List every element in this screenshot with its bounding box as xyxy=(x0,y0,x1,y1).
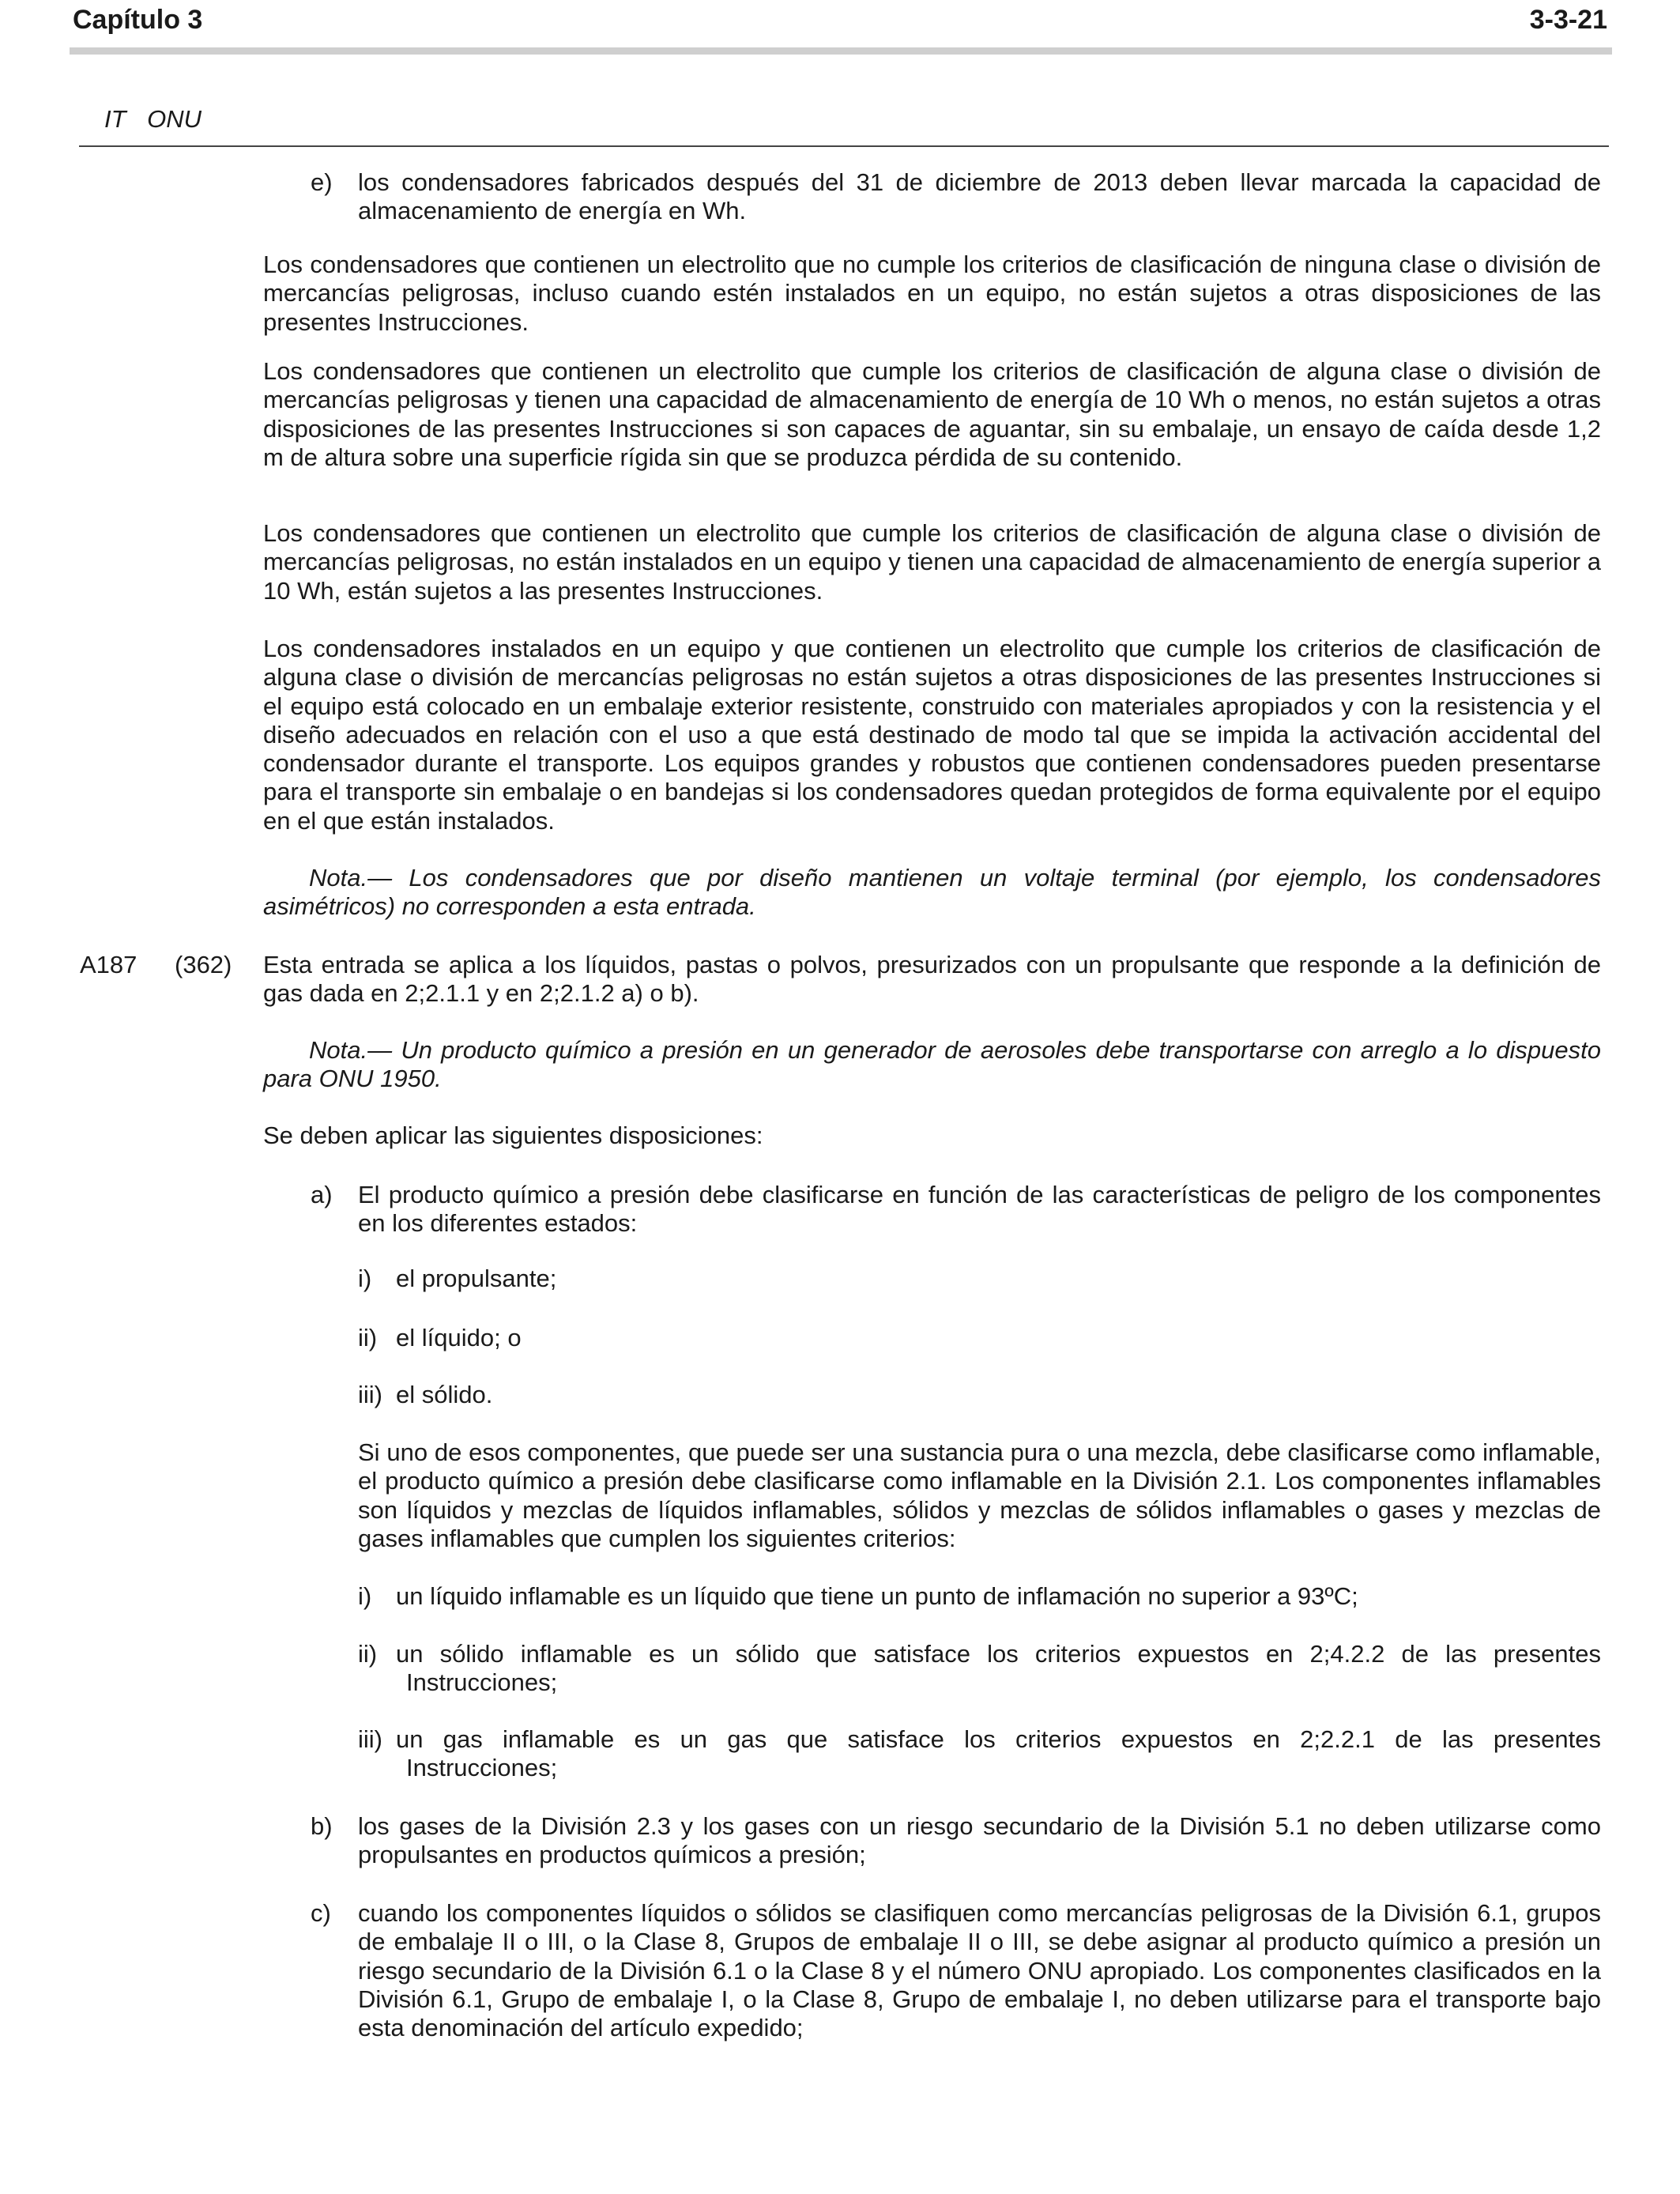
sub-item xyxy=(358,1324,1601,1352)
paragraph: Los condensadores que contienen un electrolito que cumple los criterios de clasificación de alguna clase o división de mercancías peligrosas y tienen una capacidad de almacenamiento de energía de 10 Wh o menos, no están sujetos a otras disposiciones de las presentes Instrucciones si son capaces de aguantar, sin su embalaje, un ensayo de caída desde 1,2 m de altura sobre una superficie rígida sin que se produzca pérdida de su contenido. xyxy=(263,357,1601,471)
list-text-continued: Instrucciones; xyxy=(406,1754,558,1782)
list-text: cuando los componentes líquidos o sólidos se clasifiquen como mercancías peligrosas de la División 6.1, grupos de embalaje II o III, o la Clase 8, Grupos de embalaje II o III, se debe asignar al producto químico a presión un riesgo secundario de la División 6.1 o la Clase 8 y el número ONU apropiado. Los componentes clasificados en la División 6.1, Grupo de embalaje I, o la Clase 8, Grupo de embalaje I, no deben utilizarse para el transporte bajo esta denominación del artículo expedido; xyxy=(358,1899,1601,2042)
list-label: e) xyxy=(311,168,333,196)
list-text: los gases de la División 2.3 y los gases con un riesgo secundario de la División 5.1 no deben utilizarse como propulsantes en productos químicos a presión; xyxy=(358,1812,1601,1869)
provision-ref: (362) xyxy=(175,951,232,978)
list-text: los condensadores fabricados después del 31 de diciembre de 2013 deben llevar marcada la capacidad de almacenamiento de energía en Wh. xyxy=(358,168,1601,225)
provision-code: A187 xyxy=(80,951,137,978)
list-text: un sólido inflamable es un sólido que satisface los criterios expuestos en 2;4.2.2 de las presentes xyxy=(396,1640,1601,1668)
paragraph: Los condensadores que contienen un electrolito que cumple los criterios de clasificación de alguna clase o división de mercancías peligrosas, no están instalados en un equipo y tienen una capacidad de almacenamiento de energía superior a 10 Wh, están sujetos a las presentes Instrucciones. xyxy=(263,519,1601,605)
note: Nota.— Un producto químico a presión en un generador de aerosoles debe transportarse con arreglo a lo dispuesto para ONU 1950. xyxy=(263,1036,1601,1093)
provision-text: Esta entrada se aplica a los líquidos, pastas o polvos, presurizados con un propulsante que responde a la definición de gas dada en 2;2.1.1 y en 2;2.1.2 a) o b). xyxy=(263,951,1601,1008)
page-number: 3-3-21 xyxy=(1529,5,1607,35)
header-rule xyxy=(79,145,1609,147)
list-label: iii) xyxy=(358,1381,382,1408)
list-text-continued: Instrucciones; xyxy=(406,1668,558,1697)
list-text: un gas inflamable es un gas que satisface los criterios expuestos en 2;2.2.1 de las presentes xyxy=(396,1725,1601,1753)
list-label: ii) xyxy=(358,1324,378,1351)
sub-item xyxy=(358,1640,1601,1698)
list-label: b) xyxy=(311,1812,333,1840)
list-item-b xyxy=(311,1812,1601,1870)
header-bar xyxy=(70,47,1612,55)
list-label: i) xyxy=(358,1265,372,1292)
list-item-c xyxy=(311,1899,1601,2042)
paragraph: Los condensadores instalados en un equipo y que contienen un electrolito que cumple los criterios de clasificación de alguna clase o división de mercancías peligrosas no están sujetos a otras disposiciones de las presentes Instrucciones si el equipo está colocado en un embalaje exterior resistente, construido con materiales apropiados y con la resistencia y el diseño adecuados en relación con el uso a que está destinado de modo tal que se impida la activación accidental del condensador durante el transporte. Los equipos grandes y robustos que contienen condensadores pueden presentarse para el transporte sin embalaje o en bandejas si los condensadores quedan protegidos de forma equivalente por el equipo en el que están instalados. xyxy=(263,635,1601,835)
list-text: un líquido inflamable es un líquido que tiene un punto de inflamación no superior a 93ºC; xyxy=(396,1582,1358,1610)
list-label: iii) xyxy=(358,1725,382,1753)
list-text: el propulsante; xyxy=(396,1265,557,1292)
sub-item xyxy=(358,1725,1601,1783)
list-label: i) xyxy=(358,1582,372,1610)
paragraph: Si uno de esos componentes, que puede ser una sustancia pura o una mezcla, debe clasificarse como inflamable, el producto químico a presión debe clasificarse como inflamable en la División 2.1. Los componentes inflamables son líquidos y mezclas de líquidos inflamables, sólidos y mezclas de sólidos inflamables o gases y mezclas de gases inflamables que cumplen los siguientes criterios: xyxy=(358,1438,1601,1552)
paragraph: Se deben aplicar las siguientes disposiciones: xyxy=(263,1122,763,1149)
list-text: el líquido; o xyxy=(396,1324,522,1351)
sub-item xyxy=(358,1582,1601,1611)
chapter-title: Capítulo 3 xyxy=(73,5,203,35)
list-item-a xyxy=(311,1181,1601,1238)
provision-a187 xyxy=(80,951,1601,1008)
list-text: el sólido. xyxy=(396,1381,493,1408)
note: Nota.— Los condensadores que por diseño mantienen un voltaje terminal (por ejemplo, los condensadores asimétricos) no corresponden a esta entrada. xyxy=(263,864,1601,921)
sub-item xyxy=(358,1265,1601,1293)
paragraph: Los condensadores que contienen un electrolito que no cumple los criterios de clasificación de ninguna clase o división de mercancías peligrosas, incluso cuando estén instalados en un equipo, no están sujetos a otras disposiciones de las presentes Instrucciones. xyxy=(263,251,1601,336)
list-label: c) xyxy=(311,1899,331,1927)
sub-item xyxy=(358,1381,1601,1409)
list-item-e xyxy=(311,168,1601,226)
document-title: IT ONU xyxy=(104,105,202,133)
list-label: ii) xyxy=(358,1640,378,1668)
list-label: a) xyxy=(311,1181,333,1208)
list-text: El producto químico a presión debe clasificarse en función de las características de peligro de los componentes en los diferentes estados: xyxy=(358,1181,1601,1238)
